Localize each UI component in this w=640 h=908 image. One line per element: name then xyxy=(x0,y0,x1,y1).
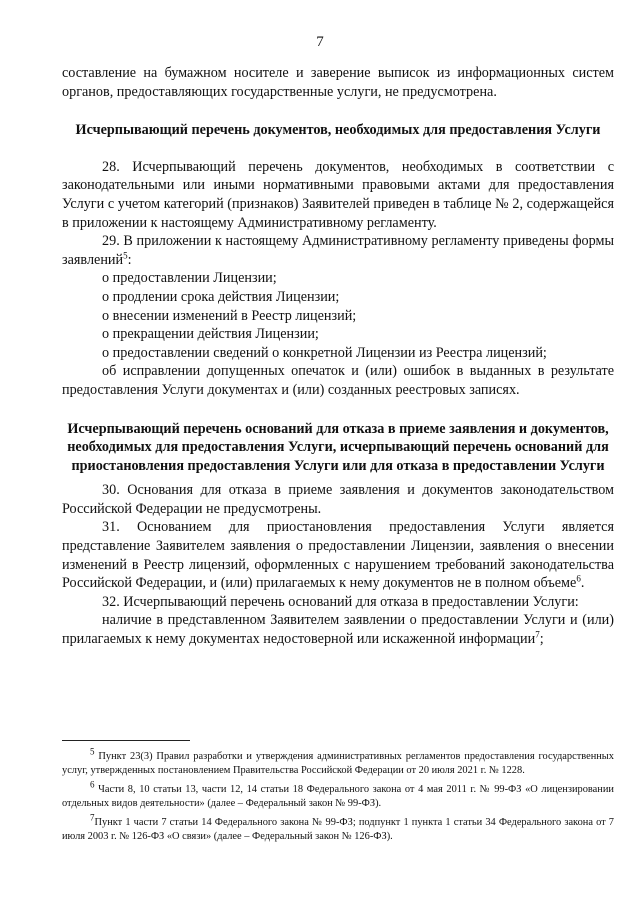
form-item: о прекращении действия Лицензии; xyxy=(102,326,319,343)
form-item: о продлении срока действия Лицензии; xyxy=(102,288,340,305)
footnote-number: 6 xyxy=(90,779,95,790)
paragraph-32: 32. Исчерпывающий перечень оснований для отказа в предоставлении Услуги: xyxy=(102,593,579,610)
footnote-6 xyxy=(62,779,614,810)
form-item-last: об исправлении допущенных опечаток и (или) ошибок в выданных в результате предоставления Услуги документах и (или) созданных реестровых записях. xyxy=(62,363,614,398)
footnote-text: Пункт 23(3) Правил разработки и утверждения административных регламентов предоставления государственных услуг, утвержденных постановлением Правительства Российской Федерации от 20 июля 2021 г. № 1228. xyxy=(62,751,614,776)
paragraph-31-end: . xyxy=(580,575,585,592)
paragraph-32-item-end: ; xyxy=(539,631,544,648)
section-heading-documents: Исчерпывающий перечень документов, необходимых для предоставления Услуги xyxy=(75,122,601,139)
paragraph-29 xyxy=(62,232,614,269)
footnote-number: 7 xyxy=(90,812,95,823)
form-item: о внесении изменений в Реестр лицензий; xyxy=(102,307,357,324)
section-heading-refusal-grounds: Исчерпывающий перечень оснований для отказа в приеме заявления и документов, необходимых для предоставления Услуги, исчерпывающий перечень оснований для приостановления предоставления Услуги или для отказа в предоставлении Услуги xyxy=(67,420,609,474)
paragraph-32-item-text: наличие в представленном Заявителем заявлении о предоставлении Услуги и (или) прилагаемых к нему документах недостоверной или искаженной информации xyxy=(62,612,614,648)
footnote-divider xyxy=(62,740,190,741)
paragraph-31-text: 31. Основанием для приостановления предоставления Услуги является представление Заявителем заявления о предоставлении Лицензии, заявления о внесении изменений в Реестр лицензий, оформленных с нарушением требований законодательства Российской Федерации, и (или) прилагаемых к нему документов не в полном объеме xyxy=(62,519,614,592)
form-item: о предоставлении Лицензии; xyxy=(102,270,277,287)
intro-continuation: составление на бумажном носителе и заверение выписок из информационных систем органов, предоставляющих государственные услуги, не предусмотрена. xyxy=(62,65,614,100)
footnote-ref-7[interactable]: 7 xyxy=(535,629,540,640)
footnote-7 xyxy=(62,812,614,843)
paragraph-29-text: 29. В приложении к настоящему Административному регламенту приведены формы заявлений xyxy=(62,233,614,268)
footnote-number: 5 xyxy=(90,746,95,757)
paragraph-28: 28. Исчерпывающий перечень документов, необходимых в соответствии с законодательными или иными нормативными правовыми актами для предоставления Услуги с учетом категорий (признаков) Заявителей приведен в таблице № 2, содержащейся в приложении к настоящему Административному регламенту. xyxy=(62,158,614,231)
paragraph-30: 30. Основания для отказа в приеме заявления и документов законодательством Российской Федерации не предусмотрены. xyxy=(62,482,614,517)
footnote-ref-6[interactable]: 6 xyxy=(576,573,581,584)
page-number: 7 xyxy=(316,34,324,50)
paragraph-29-end: : xyxy=(127,251,132,268)
footnote-ref-5[interactable]: 5 xyxy=(123,250,128,261)
document-body xyxy=(62,64,614,649)
form-item: о предоставлении сведений о конкретной Лицензии из Реестра лицензий; xyxy=(102,344,547,361)
footnotes xyxy=(62,746,614,850)
footnote-5 xyxy=(62,746,614,777)
paragraph-32-item xyxy=(62,611,614,648)
footnote-text: Части 8, 10 статьи 13, части 12, 14 статьи 18 Федерального закона от 4 мая 2011 г. № 99-ФЗ «О лицензировании отдельных видов деятельности» (далее – Федеральный закон № 99-ФЗ). xyxy=(62,784,614,809)
footnote-text: Пункт 1 части 7 статьи 14 Федерального закона № 99-ФЗ; подпункт 1 пункта 1 статьи 34 Федерального закона от 7 июля 2003 г. № 126-ФЗ «О связи» (далее – Федеральный закон № 126-ФЗ). xyxy=(62,817,614,842)
paragraph-31 xyxy=(62,518,614,592)
